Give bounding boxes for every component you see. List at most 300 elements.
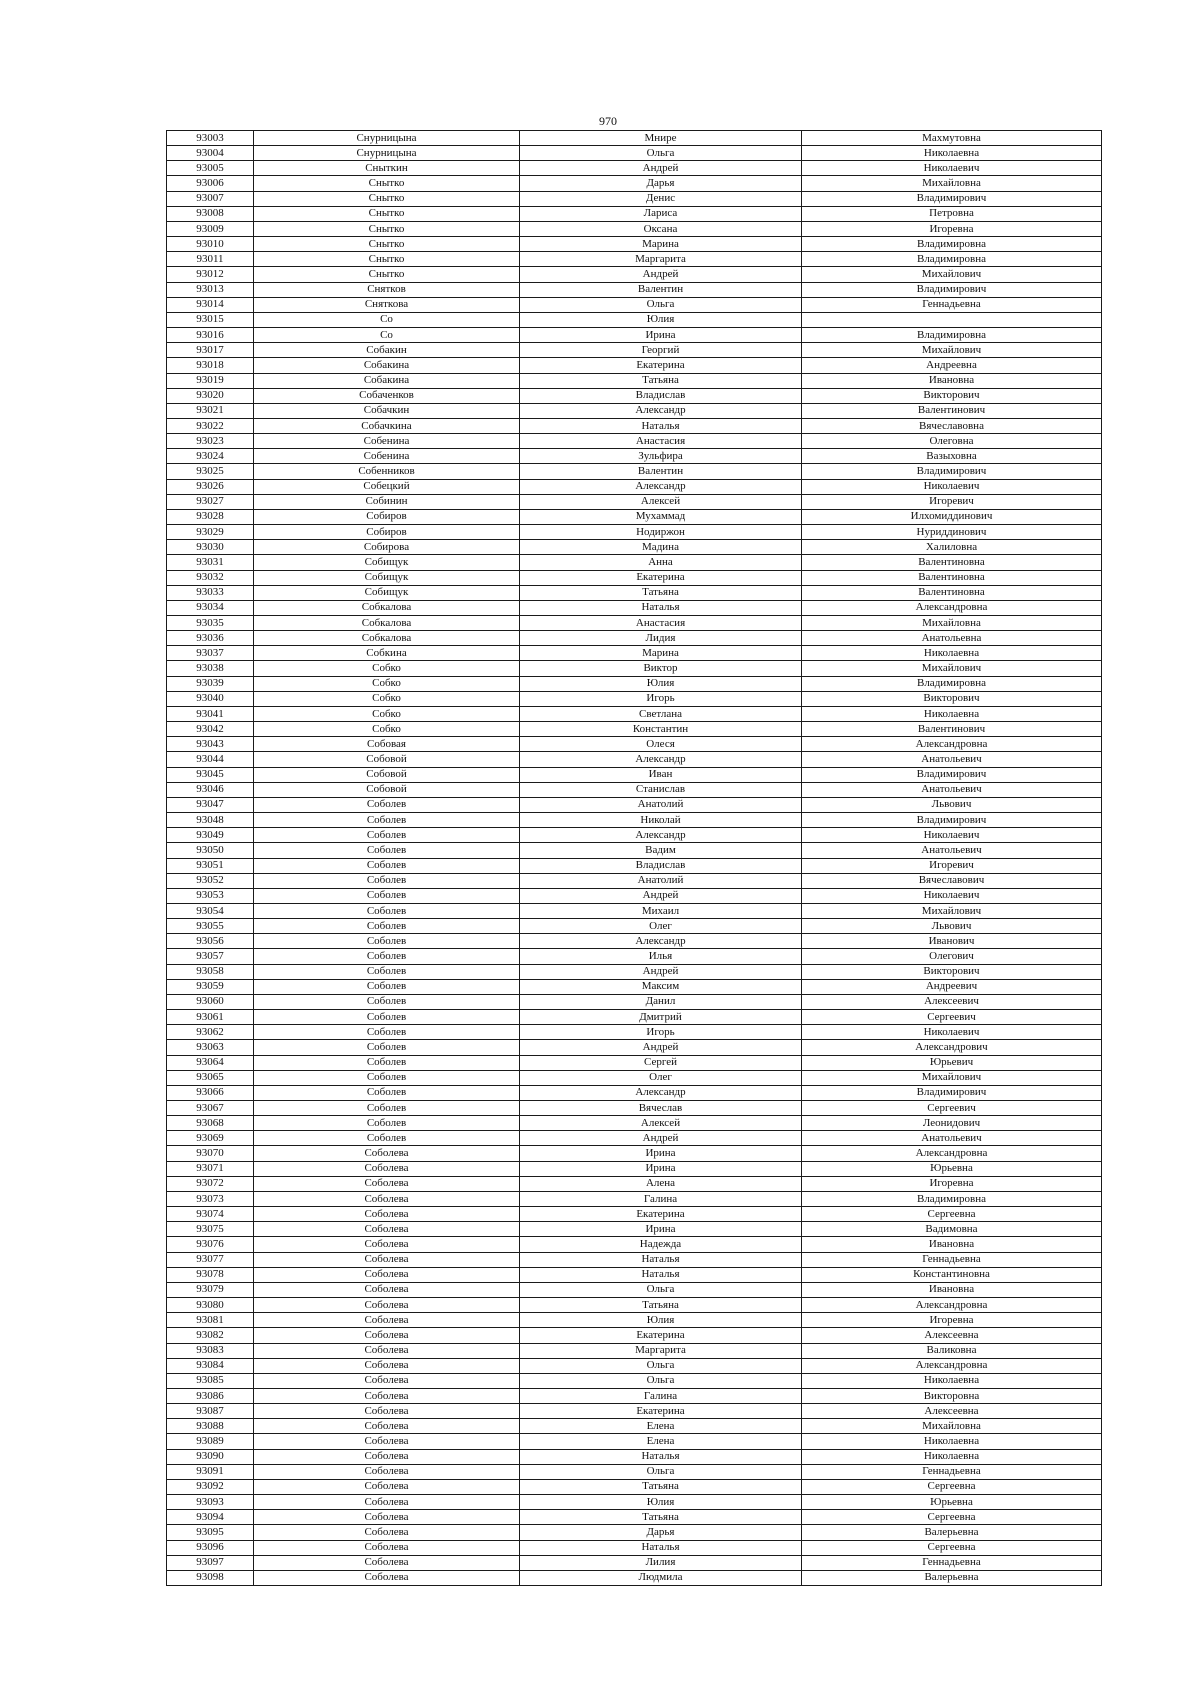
patronymic-cell: Сергеевна (802, 1479, 1102, 1494)
surname-cell: Соболева (254, 1237, 520, 1252)
entry-number-cell: 93069 (167, 1131, 254, 1146)
surname-cell: Соболев (254, 1101, 520, 1116)
table-row (167, 1555, 1102, 1570)
entry-number-cell: 93057 (167, 949, 254, 964)
entry-number-cell: 93010 (167, 237, 254, 252)
patronymic-cell: Николаевич (802, 479, 1102, 494)
patronymic-cell: Владимировна (802, 237, 1102, 252)
first-name-cell: Андрей (520, 964, 802, 979)
surname-cell: Соболева (254, 1525, 520, 1540)
table-row (167, 646, 1102, 661)
surname-cell: Собко (254, 691, 520, 706)
patronymic-cell: Львович (802, 919, 1102, 934)
patronymic-cell: Николаевна (802, 1449, 1102, 1464)
table-row (167, 1540, 1102, 1555)
table-row (167, 1237, 1102, 1252)
surname-cell: Соболева (254, 1540, 520, 1555)
first-name-cell: Иван (520, 767, 802, 782)
table-row (167, 358, 1102, 373)
table-row (167, 206, 1102, 221)
first-name-cell: Дмитрий (520, 1010, 802, 1025)
entry-number-cell: 93075 (167, 1222, 254, 1237)
table-row (167, 1207, 1102, 1222)
patronymic-cell: Михайлович (802, 343, 1102, 358)
entry-number-cell: 93083 (167, 1343, 254, 1358)
entry-number-cell: 93032 (167, 570, 254, 585)
first-name-cell: Владислав (520, 388, 802, 403)
entry-number-cell: 93047 (167, 797, 254, 812)
patronymic-cell: Владимировна (802, 1191, 1102, 1206)
surname-cell: Снятков (254, 282, 520, 297)
surname-cell: Соболев (254, 797, 520, 812)
patronymic-cell: Геннадьевна (802, 1464, 1102, 1479)
table-row (167, 737, 1102, 752)
surname-cell: Собенина (254, 434, 520, 449)
surname-cell: Собкалова (254, 631, 520, 646)
entry-number-cell: 93036 (167, 631, 254, 646)
patronymic-cell: Константиновна (802, 1267, 1102, 1282)
table-row (167, 1222, 1102, 1237)
table-row (167, 540, 1102, 555)
entry-number-cell: 93058 (167, 964, 254, 979)
surname-cell: Снытко (254, 191, 520, 206)
entry-number-cell: 93082 (167, 1328, 254, 1343)
patronymic-cell: Львович (802, 797, 1102, 812)
table-row (167, 1570, 1102, 1585)
entry-number-cell: 93061 (167, 1010, 254, 1025)
patronymic-cell: Николаевна (802, 1373, 1102, 1388)
table-row (167, 1040, 1102, 1055)
patronymic-cell: Геннадьевна (802, 1555, 1102, 1570)
surname-cell: Соболева (254, 1419, 520, 1434)
surname-cell: Снытко (254, 221, 520, 236)
first-name-cell: Наталья (520, 1540, 802, 1555)
table-row (167, 843, 1102, 858)
patronymic-cell: Владимирович (802, 191, 1102, 206)
first-name-cell: Нодиржон (520, 525, 802, 540)
table-row (167, 1298, 1102, 1313)
entry-number-cell: 93079 (167, 1282, 254, 1297)
first-name-cell: Алексей (520, 1116, 802, 1131)
entry-number-cell: 93085 (167, 1373, 254, 1388)
surname-cell: Собищук (254, 555, 520, 570)
table-row (167, 1010, 1102, 1025)
patronymic-cell: Махмутовна (802, 131, 1102, 146)
patronymic-cell: Николаевич (802, 1025, 1102, 1040)
surname-cell: Соболев (254, 1131, 520, 1146)
entry-number-cell: 93072 (167, 1176, 254, 1191)
surname-cell: Собинин (254, 494, 520, 509)
patronymic-cell: Владимирович (802, 813, 1102, 828)
patronymic-cell: Вадимовна (802, 1222, 1102, 1237)
patronymic-cell: Сергеевна (802, 1540, 1102, 1555)
entry-number-cell: 93037 (167, 646, 254, 661)
entry-number-cell: 93060 (167, 994, 254, 1009)
entry-number-cell: 93024 (167, 449, 254, 464)
first-name-cell: Анатолий (520, 797, 802, 812)
patronymic-cell: Петровна (802, 206, 1102, 221)
surname-cell: Собко (254, 661, 520, 676)
patronymic-cell: Валиковна (802, 1343, 1102, 1358)
first-name-cell: Олег (520, 919, 802, 934)
first-name-cell: Денис (520, 191, 802, 206)
table-row (167, 464, 1102, 479)
entry-number-cell: 93012 (167, 267, 254, 282)
patronymic-cell: Александрович (802, 1040, 1102, 1055)
table-row (167, 676, 1102, 691)
surname-cell: Снытко (254, 252, 520, 267)
surname-cell: Соболев (254, 888, 520, 903)
first-name-cell: Александр (520, 934, 802, 949)
entry-number-cell: 93074 (167, 1207, 254, 1222)
first-name-cell: Георгий (520, 343, 802, 358)
table-row (167, 813, 1102, 828)
first-name-cell: Ирина (520, 328, 802, 343)
entry-number-cell: 93013 (167, 282, 254, 297)
table-row (167, 919, 1102, 934)
table-row (167, 1116, 1102, 1131)
entry-number-cell: 93011 (167, 252, 254, 267)
surname-cell: Собищук (254, 585, 520, 600)
surname-cell: Соболев (254, 1070, 520, 1085)
surname-cell: Соболева (254, 1207, 520, 1222)
first-name-cell: Надежда (520, 1237, 802, 1252)
surname-cell: Соболев (254, 843, 520, 858)
entry-number-cell: 93027 (167, 494, 254, 509)
first-name-cell: Юлия (520, 676, 802, 691)
first-name-cell: Татьяна (520, 1298, 802, 1313)
table-row (167, 873, 1102, 888)
entry-number-cell: 93004 (167, 146, 254, 161)
surname-cell: Соболева (254, 1555, 520, 1570)
table-row (167, 1479, 1102, 1494)
surname-cell: Собко (254, 722, 520, 737)
entry-number-cell: 93056 (167, 934, 254, 949)
entry-number-cell: 93092 (167, 1479, 254, 1494)
patronymic-cell: Иванович (802, 934, 1102, 949)
table-row (167, 600, 1102, 615)
first-name-cell: Юлия (520, 1313, 802, 1328)
entry-number-cell: 93035 (167, 616, 254, 631)
first-name-cell: Елена (520, 1434, 802, 1449)
entry-number-cell: 93093 (167, 1495, 254, 1510)
table-row (167, 691, 1102, 706)
patronymic-cell: Сергеевич (802, 1101, 1102, 1116)
first-name-cell: Лилия (520, 1555, 802, 1570)
table-row (167, 282, 1102, 297)
table-row (167, 373, 1102, 388)
surname-cell: Собиров (254, 509, 520, 524)
entry-number-cell: 93041 (167, 706, 254, 721)
patronymic-cell: Михайловна (802, 1419, 1102, 1434)
surname-cell: Соболева (254, 1176, 520, 1191)
entry-number-cell: 93080 (167, 1298, 254, 1313)
first-name-cell: Ирина (520, 1222, 802, 1237)
entry-number-cell: 93028 (167, 509, 254, 524)
table-row (167, 191, 1102, 206)
patronymic-cell: Николаевна (802, 146, 1102, 161)
entry-number-cell: 93052 (167, 873, 254, 888)
entry-number-cell: 93090 (167, 1449, 254, 1464)
table-row (167, 509, 1102, 524)
patronymic-cell: Юрьевна (802, 1495, 1102, 1510)
surname-cell: Собирова (254, 540, 520, 555)
surname-cell: Соболева (254, 1464, 520, 1479)
table-row (167, 1025, 1102, 1040)
entry-number-cell: 93098 (167, 1570, 254, 1585)
patronymic-cell: Александровна (802, 1146, 1102, 1161)
table-row (167, 722, 1102, 737)
surname-cell: Сныткин (254, 161, 520, 176)
entry-number-cell: 93026 (167, 479, 254, 494)
patronymic-cell: Юрьевна (802, 1161, 1102, 1176)
table-row (167, 1101, 1102, 1116)
entry-number-cell: 93086 (167, 1388, 254, 1403)
entry-number-cell: 93003 (167, 131, 254, 146)
surname-cell: Соболев (254, 903, 520, 918)
table-row (167, 1449, 1102, 1464)
table-row (167, 1495, 1102, 1510)
surname-cell: Собачкина (254, 418, 520, 433)
first-name-cell: Юлия (520, 1495, 802, 1510)
first-name-cell: Данил (520, 994, 802, 1009)
entry-number-cell: 93066 (167, 1085, 254, 1100)
entry-number-cell: 93045 (167, 767, 254, 782)
table-row (167, 1191, 1102, 1206)
entry-number-cell: 93006 (167, 176, 254, 191)
table-row (167, 1404, 1102, 1419)
surname-cell: Соболева (254, 1570, 520, 1585)
patronymic-cell: Игоревна (802, 1176, 1102, 1191)
surname-cell: Соболева (254, 1267, 520, 1282)
table-row (167, 343, 1102, 358)
first-name-cell: Ольга (520, 1282, 802, 1297)
patronymic-cell: Олегович (802, 949, 1102, 964)
table-row (167, 858, 1102, 873)
entry-number-cell: 93077 (167, 1252, 254, 1267)
patronymic-cell: Михайловна (802, 176, 1102, 191)
patronymic-cell: Сергеевич (802, 1010, 1102, 1025)
table-row (167, 1464, 1102, 1479)
entry-number-cell: 93009 (167, 221, 254, 236)
patronymic-cell: Викторович (802, 964, 1102, 979)
patronymic-cell: Николаевич (802, 828, 1102, 843)
surname-cell: Соболева (254, 1358, 520, 1373)
entry-number-cell: 93018 (167, 358, 254, 373)
first-name-cell: Ирина (520, 1161, 802, 1176)
table-row (167, 146, 1102, 161)
patronymic-cell: Михайлович (802, 267, 1102, 282)
entry-number-cell: 93040 (167, 691, 254, 706)
entry-number-cell: 93065 (167, 1070, 254, 1085)
first-name-cell: Ольга (520, 1373, 802, 1388)
first-name-cell: Андрей (520, 888, 802, 903)
entry-number-cell: 93089 (167, 1434, 254, 1449)
table-row (167, 403, 1102, 418)
entry-number-cell: 93019 (167, 373, 254, 388)
first-name-cell: Константин (520, 722, 802, 737)
entry-number-cell: 93096 (167, 1540, 254, 1555)
first-name-cell: Александр (520, 752, 802, 767)
first-name-cell: Мнире (520, 131, 802, 146)
entry-number-cell: 93055 (167, 919, 254, 934)
entry-number-cell: 93044 (167, 752, 254, 767)
entry-number-cell: 93053 (167, 888, 254, 903)
patronymic-cell: Михайлович (802, 1070, 1102, 1085)
first-name-cell: Ольга (520, 146, 802, 161)
surname-cell: Соболев (254, 949, 520, 964)
first-name-cell: Михаил (520, 903, 802, 918)
patronymic-cell: Нуриддинович (802, 525, 1102, 540)
entry-number-cell: 93020 (167, 388, 254, 403)
first-name-cell: Анна (520, 555, 802, 570)
surname-cell: Соболева (254, 1479, 520, 1494)
entry-number-cell: 93087 (167, 1404, 254, 1419)
first-name-cell: Андрей (520, 1131, 802, 1146)
table-row (167, 1055, 1102, 1070)
first-name-cell: Анастасия (520, 434, 802, 449)
patronymic-cell: Халиловна (802, 540, 1102, 555)
patronymic-cell: Анатольевич (802, 782, 1102, 797)
surname-cell: Соболева (254, 1313, 520, 1328)
table-row (167, 555, 1102, 570)
first-name-cell: Татьяна (520, 1510, 802, 1525)
table-row (167, 1419, 1102, 1434)
first-name-cell: Екатерина (520, 1404, 802, 1419)
surname-cell: Соболева (254, 1449, 520, 1464)
patronymic-cell: Андреевна (802, 358, 1102, 373)
surname-cell: Соболев (254, 858, 520, 873)
first-name-cell: Наталья (520, 1267, 802, 1282)
patronymic-cell: Вазыховна (802, 449, 1102, 464)
surname-cell: Соболева (254, 1388, 520, 1403)
entry-number-cell: 93008 (167, 206, 254, 221)
surname-cell: Соболева (254, 1373, 520, 1388)
first-name-cell: Мухаммад (520, 509, 802, 524)
surname-cell: Собакин (254, 343, 520, 358)
entry-number-cell: 93064 (167, 1055, 254, 1070)
first-name-cell: Светлана (520, 706, 802, 721)
patronymic-cell: Николаевна (802, 646, 1102, 661)
entry-number-cell: 93025 (167, 464, 254, 479)
first-name-cell: Татьяна (520, 373, 802, 388)
table-row (167, 585, 1102, 600)
surname-cell: Соболева (254, 1343, 520, 1358)
first-name-cell: Алена (520, 1176, 802, 1191)
patronymic-cell: Валентиновна (802, 570, 1102, 585)
surname-cell: Соболева (254, 1252, 520, 1267)
patronymic-cell: Вячеславович (802, 873, 1102, 888)
entry-number-cell: 93070 (167, 1146, 254, 1161)
patronymic-cell: Владимировна (802, 328, 1102, 343)
entry-number-cell: 93039 (167, 676, 254, 691)
first-name-cell: Ольга (520, 1358, 802, 1373)
surname-cell: Соболев (254, 934, 520, 949)
surname-cell: Собачкин (254, 403, 520, 418)
patronymic-cell: Игоревич (802, 858, 1102, 873)
first-name-cell: Сергей (520, 1055, 802, 1070)
surname-cell: Собовой (254, 752, 520, 767)
surname-cell: Соболев (254, 964, 520, 979)
patronymic-cell: Валентинович (802, 722, 1102, 737)
patronymic-cell: Валентиновна (802, 585, 1102, 600)
table-row (167, 767, 1102, 782)
registry-table (166, 130, 1102, 1586)
surname-cell: Соболев (254, 1025, 520, 1040)
first-name-cell: Вадим (520, 843, 802, 858)
surname-cell: Собовая (254, 737, 520, 752)
patronymic-cell: Игоревна (802, 1313, 1102, 1328)
surname-cell: Со (254, 328, 520, 343)
first-name-cell: Лидия (520, 631, 802, 646)
patronymic-cell: Алексеевна (802, 1404, 1102, 1419)
patronymic-cell: Владимировна (802, 252, 1102, 267)
surname-cell: Снытко (254, 237, 520, 252)
table-row (167, 994, 1102, 1009)
surname-cell: Со (254, 312, 520, 327)
patronymic-cell: Александровна (802, 1358, 1102, 1373)
patronymic-cell: Викторовна (802, 1388, 1102, 1403)
surname-cell: Соболев (254, 1040, 520, 1055)
entry-number-cell: 93094 (167, 1510, 254, 1525)
surname-cell: Соболева (254, 1328, 520, 1343)
surname-cell: Собенина (254, 449, 520, 464)
first-name-cell: Людмила (520, 1570, 802, 1585)
patronymic-cell: Игоревна (802, 221, 1102, 236)
patronymic-cell: Николаевич (802, 161, 1102, 176)
surname-cell: Соболев (254, 979, 520, 994)
table-row (167, 328, 1102, 343)
patronymic-cell: Олеговна (802, 434, 1102, 449)
first-name-cell: Галина (520, 1388, 802, 1403)
patronymic-cell: Владимирович (802, 767, 1102, 782)
first-name-cell: Наталья (520, 418, 802, 433)
patronymic-cell: Анатольевна (802, 631, 1102, 646)
surname-cell: Снурницына (254, 131, 520, 146)
first-name-cell: Юлия (520, 312, 802, 327)
first-name-cell: Андрей (520, 161, 802, 176)
patronymic-cell: Владимировна (802, 676, 1102, 691)
entry-number-cell: 93076 (167, 1237, 254, 1252)
table-row (167, 1267, 1102, 1282)
table-row (167, 979, 1102, 994)
entry-number-cell: 93029 (167, 525, 254, 540)
surname-cell: Собкалова (254, 616, 520, 631)
first-name-cell: Наталья (520, 1252, 802, 1267)
first-name-cell: Наталья (520, 1449, 802, 1464)
table-row (167, 267, 1102, 282)
first-name-cell: Ирина (520, 1146, 802, 1161)
entry-number-cell: 93046 (167, 782, 254, 797)
surname-cell: Собищук (254, 570, 520, 585)
first-name-cell: Олеся (520, 737, 802, 752)
patronymic-cell: Александровна (802, 600, 1102, 615)
patronymic-cell: Ивановна (802, 1282, 1102, 1297)
table-row (167, 479, 1102, 494)
first-name-cell: Игорь (520, 691, 802, 706)
first-name-cell: Наталья (520, 600, 802, 615)
surname-cell: Соболева (254, 1282, 520, 1297)
patronymic-cell: Михайловна (802, 616, 1102, 631)
first-name-cell: Александр (520, 479, 802, 494)
patronymic-cell: Анатольевич (802, 1131, 1102, 1146)
entry-number-cell: 93016 (167, 328, 254, 343)
patronymic-cell: Анатольевич (802, 752, 1102, 767)
table-row (167, 631, 1102, 646)
table-row (167, 1161, 1102, 1176)
entry-number-cell: 93062 (167, 1025, 254, 1040)
table-row (167, 782, 1102, 797)
